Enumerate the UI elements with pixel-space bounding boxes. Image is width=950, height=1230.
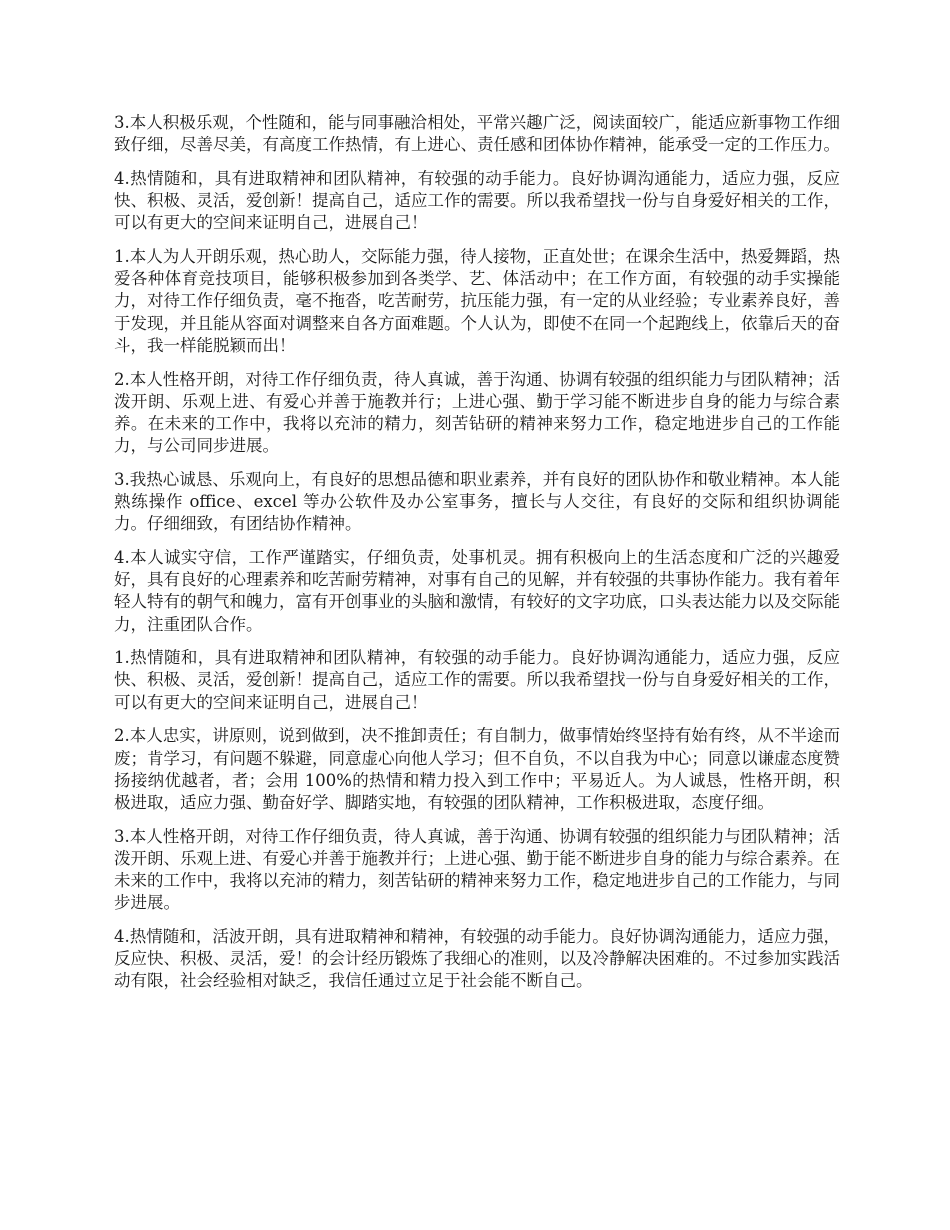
paragraph-7: 1.热情随和，具有进取精神和团队精神，有较强的动手能力。良好协调沟通能力，适应力强，反应快、积极、灵活，爱创新！提高自己，适应工作的需要。所以我希望找一份与自身爱好相关的工作，可以有更大的空间来证明自己，进展自己！: [114, 648, 840, 712]
paragraph-1: 3.本人积极乐观，个性随和，能与同事融洽相处，平常兴趣广泛，阅读面较广，能适应新事物工作细致仔细，尽善尽美，有高度工作热情，有上进心、责任感和团体协作精神，能承受一定的工作压力。: [114, 113, 840, 155]
paragraph-5: 3.我热心诚恳、乐观向上，有良好的思想品德和职业素养，并有良好的团队协作和敬业精神。本人能熟练操作 office、excel 等办公软件及办公室事务，擅长与人交往，有良好的交际和组织协调能力。仔细细致，有团结协作精神。: [114, 469, 840, 534]
paragraph-10: 4.热情随和，活波开朗，具有进取精神和精神，有较强的动手能力。良好协调沟通能力，适应力强，反应快、积极、灵活，爱！的会计经历锻炼了我细心的准则，以及冷静解决困难的。不过参加实践活动有限，社会经验相对缺乏，我信任通过立足于社会能不断自己。: [114, 927, 840, 991]
paragraph-2: 4.热情随和，具有进取精神和团队精神，有较强的动手能力。良好协调沟通能力，适应力强，反应快、积极、灵活，爱创新！提高自己，适应工作的需要。所以我希望找一份与自身爱好相关的工作，可以有更大的空间来证明自己，进展自己！: [114, 168, 840, 233]
paragraph-3: 1.本人为人开朗乐观，热心助人，交际能力强，待人接物，正直处世；在课余生活中，热爱舞蹈，热爱各种体育竞技项目，能够积极参加到各类学、艺、体活动中；在工作方面，有较强的动手实操能力，对待工作仔细负责，毫不拖沓，吃苦耐劳，抗压能力强，有一定的从业经验；专业素养良好，善于发现，并且能从容面对调整来自各方面难题。个人认为，即使不在同一个起跑线上，依靠后天的奋斗，我一样能脱颖而出！: [114, 247, 840, 355]
paragraph-9: 3.本人性格开朗，对待工作仔细负责，待人真诚，善于沟通、协调有较强的组织能力与团队精神；活泼开朗、乐观上进、有爱心并善于施教并行；上进心强、勤于能不断进步自身的能力与综合素养。在未来的工作中，我将以充沛的精力，刻苦钻研的精神来努力工作，稳定地进步自己的工作能力，与同步进展。: [114, 826, 840, 913]
paragraph-4: 2.本人性格开朗，对待工作仔细负责，待人真诚，善于沟通、协调有较强的组织能力与团队精神；活泼开朗、乐观上进、有爱心并善于施教并行；上进心强、勤于学习能不断进步自身的能力与综合素养。在未来的工作中，我将以充沛的精力，刻苦钻研的精神来努力工作，稳定地进步自己的工作能力，与公司同步进展。: [114, 369, 840, 456]
paragraph-6: 4.本人诚实守信，工作严谨踏实，仔细负责，处事机灵。拥有积极向上的生活态度和广泛的兴趣爱好，具有良好的心理素养和吃苦耐劳精神，对事有自己的见解，并有较强的共事协作能力。我有着年轻人特有的朝气和魄力，富有开创事业的头脑和激情，有较好的文字功底，口头表达能力以及交际能力，注重团队合作。: [114, 547, 840, 634]
paragraph-8: 2.本人忠实，讲原则，说到做到，决不推卸责任；有自制力，做事情始终坚持有始有终，从不半途而废；肯学习，有问题不躲避，同意虚心向他人学习；但不自负，不以自我为中心；同意以谦虚态度赞扬接纳优越者，者；会用 100%的热情和精力投入到工作中；平易近人。为人诚恳，性格开朗，积极进取，适应力强、勤奋好学、脚踏实地，有较强的团队精神，工作积极进取，态度仔细。: [114, 726, 840, 812]
document-body: [114, 112, 840, 1004]
